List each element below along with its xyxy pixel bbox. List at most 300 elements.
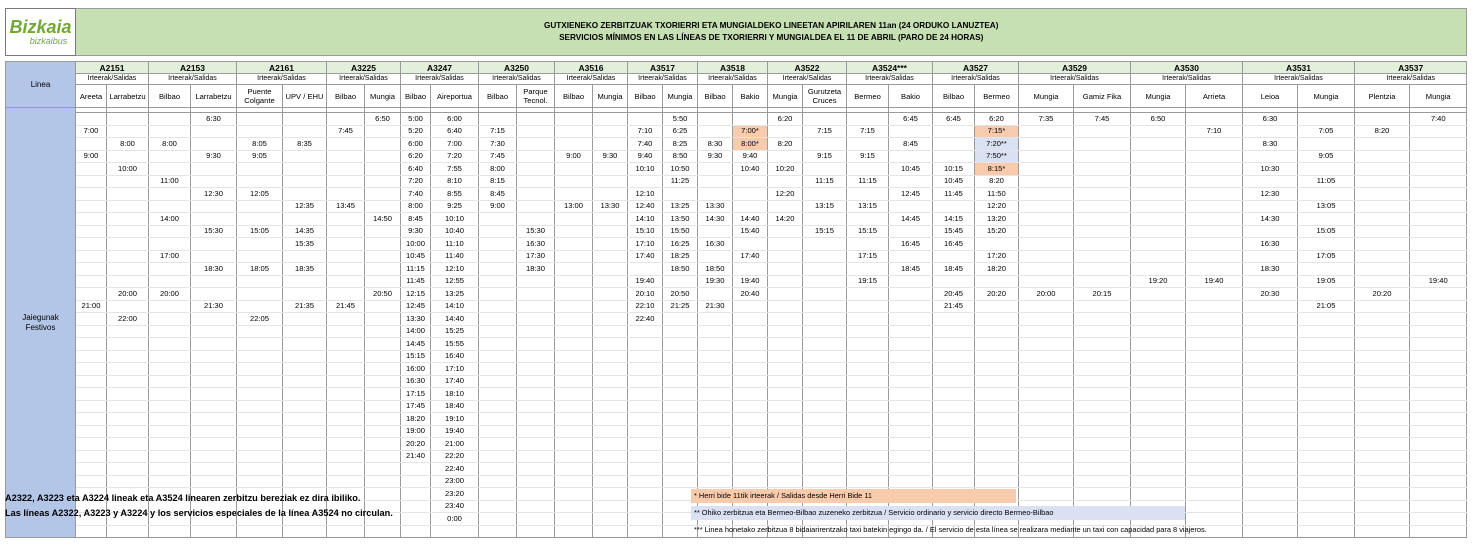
time-cell <box>698 425 733 438</box>
time-cell <box>803 188 847 201</box>
time-cell: 15:05 <box>1298 225 1355 238</box>
time-cell <box>1243 363 1298 376</box>
time-cell <box>1074 163 1131 176</box>
time-cell <box>149 438 191 451</box>
page-title <box>76 9 1467 56</box>
stop-name: Puente Colgante <box>237 85 283 108</box>
time-cell <box>1243 200 1298 213</box>
time-cell: 14:00 <box>401 325 431 338</box>
time-row <box>6 238 1467 251</box>
time-cell <box>555 138 593 151</box>
time-cell <box>76 463 107 476</box>
linea-label: Linea <box>6 62 76 108</box>
time-cell <box>1074 313 1131 326</box>
time-cell: 21:00 <box>431 438 479 451</box>
time-cell <box>1131 138 1186 151</box>
time-cell <box>237 475 283 488</box>
time-cell <box>555 113 593 126</box>
time-cell <box>76 275 107 288</box>
time-cell <box>628 113 663 126</box>
time-cell <box>1131 250 1186 263</box>
time-cell <box>327 238 365 251</box>
time-cell <box>1074 338 1131 351</box>
time-cell <box>191 313 237 326</box>
time-cell <box>327 450 365 463</box>
time-cell: 10:00 <box>401 238 431 251</box>
time-cell: 7:00 <box>76 125 107 138</box>
time-cell <box>555 288 593 301</box>
time-cell <box>1074 375 1131 388</box>
time-cell <box>76 413 107 426</box>
time-cell: 8:50 <box>663 150 698 163</box>
time-cell <box>889 125 933 138</box>
time-cell <box>1074 150 1131 163</box>
time-cell: 18:30 <box>517 263 555 276</box>
line-code: A3529 <box>1019 62 1131 74</box>
time-row <box>6 325 1467 338</box>
time-cell <box>1355 463 1410 476</box>
time-cell <box>1355 163 1410 176</box>
time-cell <box>283 388 327 401</box>
direction-label: Irteerak/Salidas <box>1019 74 1131 85</box>
time-cell <box>1186 363 1243 376</box>
empty-cell <box>401 525 431 538</box>
time-cell <box>365 188 401 201</box>
time-cell <box>1410 188 1467 201</box>
empty-cell <box>517 525 555 538</box>
time-cell <box>517 500 555 513</box>
time-cell <box>191 338 237 351</box>
time-cell: 13:30 <box>698 200 733 213</box>
time-cell <box>555 163 593 176</box>
empty-cell <box>283 525 327 538</box>
time-row <box>6 438 1467 451</box>
time-cell: 21:35 <box>283 300 327 313</box>
time-cell <box>1131 125 1186 138</box>
time-cell <box>889 175 933 188</box>
time-cell <box>733 388 768 401</box>
time-cell: 15:15 <box>847 225 889 238</box>
time-cell <box>1186 175 1243 188</box>
time-cell: 20:20 <box>1355 288 1410 301</box>
time-cell <box>365 138 401 151</box>
time-cell: 15:25 <box>431 325 479 338</box>
note-taxi: *** Linea honetako zerbitzua 8 bidaiarirentzako taxi batekin egingo da. / El servicio de esta línea se realizara mediante un taxi con capacidad para 8 viajeros. <box>694 525 1207 534</box>
time-cell <box>1298 425 1355 438</box>
logo-name: Bizkaia <box>9 17 72 37</box>
time-cell <box>107 238 149 251</box>
time-cell <box>555 375 593 388</box>
stop-name: Bermeo <box>975 85 1019 108</box>
time-cell <box>889 150 933 163</box>
time-cell <box>149 363 191 376</box>
time-cell <box>479 338 517 351</box>
time-cell <box>698 225 733 238</box>
time-cell <box>327 425 365 438</box>
time-cell: 10:15 <box>933 163 975 176</box>
time-cell <box>107 300 149 313</box>
time-cell <box>1074 388 1131 401</box>
time-cell <box>555 338 593 351</box>
time-cell <box>1355 263 1410 276</box>
time-cell <box>768 413 803 426</box>
time-cell <box>1355 325 1410 338</box>
time-cell <box>1298 438 1355 451</box>
time-cell <box>107 450 149 463</box>
time-cell: 18:20 <box>975 263 1019 276</box>
time-cell <box>555 388 593 401</box>
time-cell <box>663 475 698 488</box>
time-cell <box>283 213 327 226</box>
time-cell <box>479 213 517 226</box>
time-cell <box>889 338 933 351</box>
time-cell: 6:20 <box>401 150 431 163</box>
time-row <box>6 338 1467 351</box>
time-cell <box>149 400 191 413</box>
direction-label: Irteerak/Salidas <box>555 74 628 85</box>
time-cell: 17:00 <box>149 250 191 263</box>
time-cell: 9:30 <box>698 150 733 163</box>
time-cell: 10:30 <box>1243 163 1298 176</box>
time-cell <box>1355 175 1410 188</box>
time-cell <box>975 375 1019 388</box>
time-cell: 18:20 <box>401 413 431 426</box>
time-cell <box>803 400 847 413</box>
stop-name: Mungia <box>1019 85 1074 108</box>
time-cell: 18:35 <box>283 263 327 276</box>
title-row <box>6 9 1467 56</box>
time-cell <box>1298 288 1355 301</box>
time-cell <box>768 400 803 413</box>
time-cell <box>1019 438 1074 451</box>
time-cell <box>1019 350 1074 363</box>
time-cell <box>76 425 107 438</box>
time-cell: 14:10 <box>628 213 663 226</box>
time-cell <box>517 350 555 363</box>
time-cell: 11:00 <box>149 175 191 188</box>
time-cell <box>975 413 1019 426</box>
direction-label: Irteerak/Salidas <box>933 74 1019 85</box>
time-cell <box>1243 425 1298 438</box>
time-cell <box>1355 400 1410 413</box>
time-cell <box>847 188 889 201</box>
empty-cell <box>1355 525 1410 538</box>
time-cell: 16:30 <box>698 238 733 251</box>
time-cell <box>517 375 555 388</box>
time-cell <box>1131 475 1186 488</box>
time-cell: 21:30 <box>191 300 237 313</box>
time-cell <box>1410 388 1467 401</box>
time-cell <box>555 413 593 426</box>
time-cell: 15:15 <box>803 225 847 238</box>
time-cell: 13:20 <box>975 213 1019 226</box>
time-cell: 14:40 <box>431 313 479 326</box>
time-cell: 17:40 <box>733 250 768 263</box>
time-cell <box>1186 313 1243 326</box>
time-cell <box>517 400 555 413</box>
time-cell <box>593 388 628 401</box>
time-cell <box>933 475 975 488</box>
empty-cell <box>1243 525 1298 538</box>
time-cell <box>327 288 365 301</box>
time-cell <box>1074 263 1131 276</box>
time-cell <box>1186 200 1243 213</box>
time-cell <box>517 125 555 138</box>
time-cell: 15:30 <box>517 225 555 238</box>
time-cell <box>593 363 628 376</box>
time-cell <box>628 350 663 363</box>
time-cell <box>889 425 933 438</box>
time-cell <box>593 513 628 526</box>
time-cell: 6:40 <box>431 125 479 138</box>
time-cell <box>1298 363 1355 376</box>
time-cell <box>593 438 628 451</box>
time-cell <box>1298 400 1355 413</box>
time-cell <box>479 275 517 288</box>
time-cell: 10:45 <box>889 163 933 176</box>
time-cell <box>663 425 698 438</box>
time-cell <box>933 338 975 351</box>
time-cell <box>479 225 517 238</box>
time-cell <box>733 313 768 326</box>
time-cell <box>1298 263 1355 276</box>
time-cell <box>555 475 593 488</box>
time-cell <box>479 113 517 126</box>
time-cell: 14:30 <box>1243 213 1298 226</box>
time-cell <box>327 263 365 276</box>
stop-name: Larrabetzu <box>191 85 237 108</box>
time-cell <box>1410 313 1467 326</box>
time-cell <box>1131 188 1186 201</box>
time-cell: 12:30 <box>1243 188 1298 201</box>
time-cell: 19:40 <box>1410 275 1467 288</box>
time-cell <box>803 300 847 313</box>
time-cell <box>1243 400 1298 413</box>
time-cell <box>698 363 733 376</box>
time-cell <box>1019 275 1074 288</box>
time-cell <box>1298 475 1355 488</box>
time-cell <box>593 125 628 138</box>
time-cell: 18:45 <box>933 263 975 276</box>
time-cell <box>107 475 149 488</box>
time-cell: 7:00* <box>733 125 768 138</box>
stop-name: Mungia <box>768 85 803 108</box>
time-cell <box>768 375 803 388</box>
time-cell: 7:50** <box>975 150 1019 163</box>
time-cell <box>76 375 107 388</box>
time-cell: 15:10 <box>628 225 663 238</box>
time-cell: 6:25 <box>663 125 698 138</box>
time-cell <box>1186 238 1243 251</box>
time-cell <box>768 463 803 476</box>
time-cell <box>283 450 327 463</box>
time-cell <box>889 375 933 388</box>
notes-left <box>5 491 393 521</box>
time-cell: 12:10 <box>431 263 479 276</box>
time-cell <box>698 388 733 401</box>
time-cell <box>191 138 237 151</box>
time-cell <box>1186 325 1243 338</box>
time-cell <box>847 450 889 463</box>
time-cell <box>365 413 401 426</box>
time-cell: 7:15 <box>847 125 889 138</box>
time-cell <box>107 175 149 188</box>
time-cell <box>889 250 933 263</box>
time-cell <box>107 125 149 138</box>
time-cell <box>76 350 107 363</box>
time-row <box>6 375 1467 388</box>
time-cell <box>1410 288 1467 301</box>
time-cell: 9:00 <box>479 200 517 213</box>
time-cell <box>1074 200 1131 213</box>
time-cell <box>733 338 768 351</box>
time-cell <box>593 263 628 276</box>
time-cell: 5:50 <box>663 113 698 126</box>
time-cell <box>1410 413 1467 426</box>
time-cell <box>237 163 283 176</box>
time-cell <box>628 450 663 463</box>
logo <box>6 9 76 56</box>
time-cell: 12:30 <box>191 188 237 201</box>
time-cell <box>107 400 149 413</box>
line-code: A2151 <box>76 62 149 74</box>
time-row <box>6 200 1467 213</box>
direction-label: Irteerak/Salidas <box>401 74 479 85</box>
time-cell <box>327 138 365 151</box>
time-cell <box>1410 138 1467 151</box>
time-cell: 8:45 <box>479 188 517 201</box>
time-cell <box>1186 450 1243 463</box>
time-cell <box>975 463 1019 476</box>
line-code: A3247 <box>401 62 479 74</box>
time-cell: 17:20 <box>975 250 1019 263</box>
time-cell <box>1074 350 1131 363</box>
time-cell <box>1074 250 1131 263</box>
time-cell <box>555 363 593 376</box>
time-cell <box>107 338 149 351</box>
time-cell <box>663 463 698 476</box>
time-cell <box>479 350 517 363</box>
time-cell: 7:40 <box>1410 113 1467 126</box>
time-cell <box>237 400 283 413</box>
time-cell <box>327 213 365 226</box>
time-cell <box>975 325 1019 338</box>
time-cell <box>663 375 698 388</box>
time-cell <box>1131 238 1186 251</box>
time-cell <box>283 438 327 451</box>
time-cell <box>1131 450 1186 463</box>
time-row <box>6 275 1467 288</box>
time-cell <box>803 475 847 488</box>
time-cell <box>698 325 733 338</box>
time-cell <box>933 425 975 438</box>
time-row <box>6 475 1467 488</box>
time-cell: 16:30 <box>1243 238 1298 251</box>
time-cell <box>517 175 555 188</box>
time-cell <box>191 238 237 251</box>
time-cell <box>933 138 975 151</box>
time-cell <box>975 300 1019 313</box>
time-cell <box>327 388 365 401</box>
time-cell <box>1410 150 1467 163</box>
empty-cell <box>628 525 663 538</box>
time-cell <box>1410 125 1467 138</box>
time-cell <box>933 388 975 401</box>
time-cell <box>1410 425 1467 438</box>
time-cell <box>107 150 149 163</box>
time-cell <box>107 413 149 426</box>
time-cell <box>283 350 327 363</box>
time-cell: 9:25 <box>431 200 479 213</box>
time-cell <box>555 125 593 138</box>
time-cell <box>76 175 107 188</box>
time-cell <box>733 263 768 276</box>
time-cell <box>1298 450 1355 463</box>
time-cell <box>107 113 149 126</box>
time-cell: 10:10 <box>431 213 479 226</box>
direction-label: Irteerak/Salidas <box>479 74 555 85</box>
time-cell <box>555 325 593 338</box>
time-cell <box>237 363 283 376</box>
time-cell <box>698 125 733 138</box>
time-cell <box>1243 375 1298 388</box>
day-label-es: Festivos <box>25 322 56 332</box>
time-cell <box>733 475 768 488</box>
time-cell <box>933 438 975 451</box>
time-cell: 19:40 <box>733 275 768 288</box>
time-cell <box>768 313 803 326</box>
time-cell <box>107 463 149 476</box>
time-cell <box>1074 463 1131 476</box>
time-cell <box>975 275 1019 288</box>
time-cell <box>365 175 401 188</box>
time-cell: 9:00 <box>76 150 107 163</box>
time-cell <box>628 375 663 388</box>
direction-label: Irteerak/Salidas <box>768 74 847 85</box>
time-cell <box>365 475 401 488</box>
time-cell <box>803 413 847 426</box>
time-cell <box>1355 200 1410 213</box>
time-cell <box>628 438 663 451</box>
time-cell: 9:40 <box>628 150 663 163</box>
time-cell <box>847 425 889 438</box>
empty-cell <box>555 525 593 538</box>
time-cell: 20:10 <box>628 288 663 301</box>
time-cell <box>327 113 365 126</box>
time-cell <box>237 325 283 338</box>
stop-name: Bilbao <box>933 85 975 108</box>
time-cell <box>768 338 803 351</box>
time-cell <box>698 400 733 413</box>
time-cell <box>365 125 401 138</box>
time-cell: 12:10 <box>628 188 663 201</box>
time-cell <box>327 338 365 351</box>
time-cell <box>698 113 733 126</box>
time-cell <box>365 438 401 451</box>
time-cell <box>479 463 517 476</box>
time-cell <box>237 350 283 363</box>
time-cell <box>933 375 975 388</box>
time-cell <box>1019 300 1074 313</box>
time-cell: 12:20 <box>975 200 1019 213</box>
stop-name: Gurutzeta Cruces <box>803 85 847 108</box>
time-cell <box>889 325 933 338</box>
time-cell: 7:20 <box>431 150 479 163</box>
time-cell <box>1019 313 1074 326</box>
time-cell: 7:45 <box>479 150 517 163</box>
time-cell <box>1019 388 1074 401</box>
time-cell <box>479 300 517 313</box>
